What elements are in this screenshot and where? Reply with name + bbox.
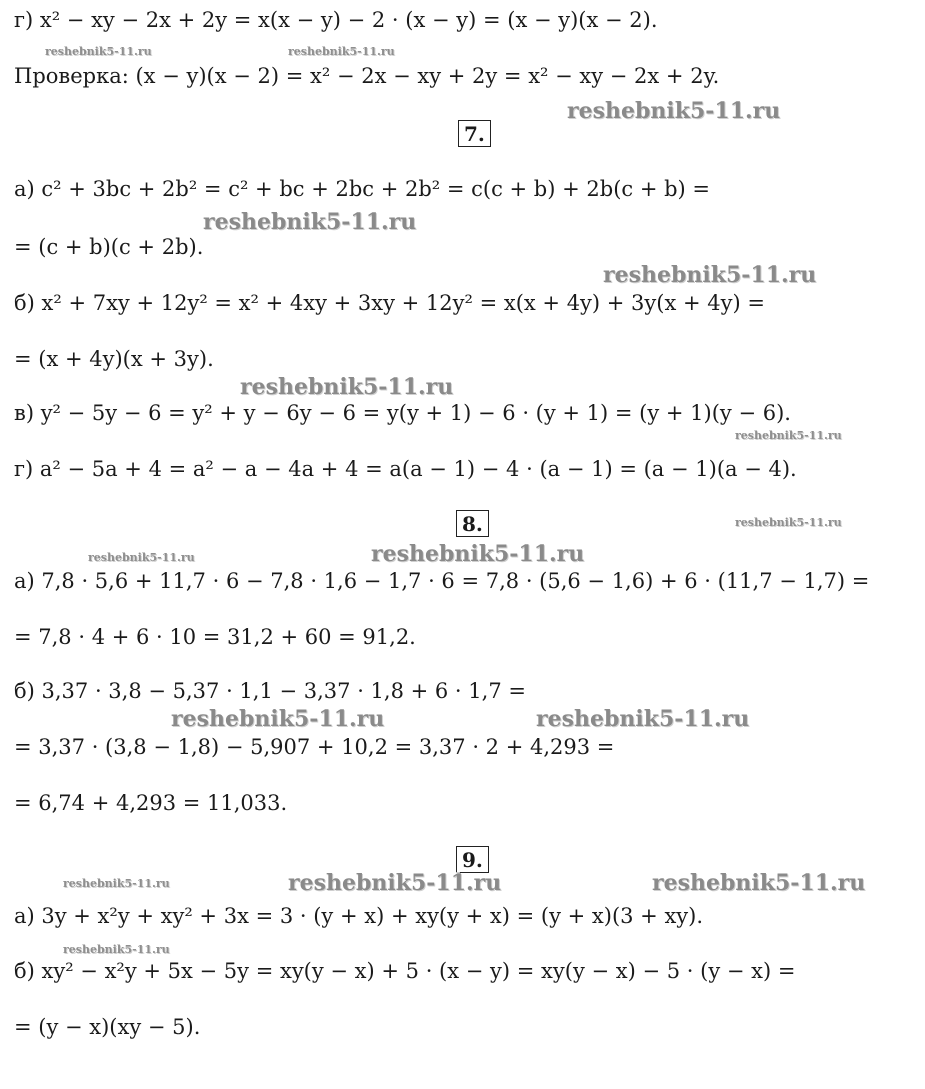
solution-line: б) xy² − x²y + 5x − 5y = xy(y − x) + 5 · (x − y) = xy(y − x) − 5 · (y − x) = — [14, 959, 796, 983]
solution-line: а) c² + 3bc + 2b² = c² + bc + 2bc + 2b² = c(c + b) + 2b(c + b) = — [14, 177, 711, 201]
check-line: Проверка: (x − y)(x − 2) = x² − 2x − xy + 2y = x² − xy − 2x + 2y. — [14, 64, 720, 88]
watermark: reshebnik5-11.ru — [735, 516, 842, 529]
solution-line: б) x² + 7xy + 12y² = x² + 4xy + 3xy + 12y² = x(x + 4y) + 3y(x + 4y) = — [14, 291, 765, 315]
watermark: reshebnik5-11.ru — [652, 870, 866, 896]
watermark: reshebnik5-11.ru — [203, 209, 417, 235]
watermark: reshebnik5-11.ru — [240, 374, 454, 400]
watermark: reshebnik5-11.ru — [735, 429, 842, 442]
solution-line: а) 3y + x²y + xy² + 3x = 3 · (y + x) + xy(y + x) = (y + x)(3 + xy). — [14, 904, 704, 928]
watermark: reshebnik5-11.ru — [45, 45, 152, 58]
solution-line: б) 3,37 · 3,8 − 5,37 · 1,1 − 3,37 · 1,8 + 6 · 1,7 = — [14, 679, 526, 703]
solution-line: г) x² − xy − 2x + 2y = x(x − y) − 2 · (x − y) = (x − y)(x − 2). — [14, 8, 658, 32]
solution-line: = (y − x)(xy − 5). — [14, 1015, 201, 1039]
watermark: reshebnik5-11.ru — [171, 706, 385, 732]
watermark: reshebnik5-11.ru — [603, 262, 817, 288]
watermark: reshebnik5-11.ru — [567, 98, 781, 124]
watermark: reshebnik5-11.ru — [288, 45, 395, 58]
solution-line: г) a² − 5a + 4 = a² − a − 4a + 4 = a(a − 1) − 4 · (a − 1) = (a − 1)(a − 4). — [14, 457, 797, 481]
watermark: reshebnik5-11.ru — [536, 706, 750, 732]
solution-line: = (x + 4y)(x + 3y). — [14, 347, 214, 371]
watermark: reshebnik5-11.ru — [371, 541, 585, 567]
watermark: reshebnik5-11.ru — [63, 877, 170, 890]
solution-line: = 7,8 · 4 + 6 · 10 = 31,2 + 60 = 91,2. — [14, 625, 416, 649]
solution-line: = 6,74 + 4,293 = 11,033. — [14, 791, 288, 815]
watermark: reshebnik5-11.ru — [88, 551, 195, 564]
task-number-7: 7. — [458, 120, 491, 147]
watermark: reshebnik5-11.ru — [288, 870, 502, 896]
task-number-8: 8. — [456, 510, 489, 537]
solution-line: = (c + b)(c + 2b). — [14, 235, 204, 259]
solution-line: а) 7,8 · 5,6 + 11,7 · 6 − 7,8 · 1,6 − 1,7 · 6 = 7,8 · (5,6 − 1,6) + 6 · (11,7 − 1,7) = — [14, 569, 870, 593]
task-number-9: 9. — [456, 846, 489, 873]
solution-line: = 3,37 · (3,8 − 1,8) − 5,907 + 10,2 = 3,37 · 2 + 4,293 = — [14, 735, 615, 759]
watermark: reshebnik5-11.ru — [63, 943, 170, 956]
solution-line: в) y² − 5y − 6 = y² + y − 6y − 6 = y(y + 1) − 6 · (y + 1) = (y + 1)(y − 6). — [14, 401, 791, 425]
